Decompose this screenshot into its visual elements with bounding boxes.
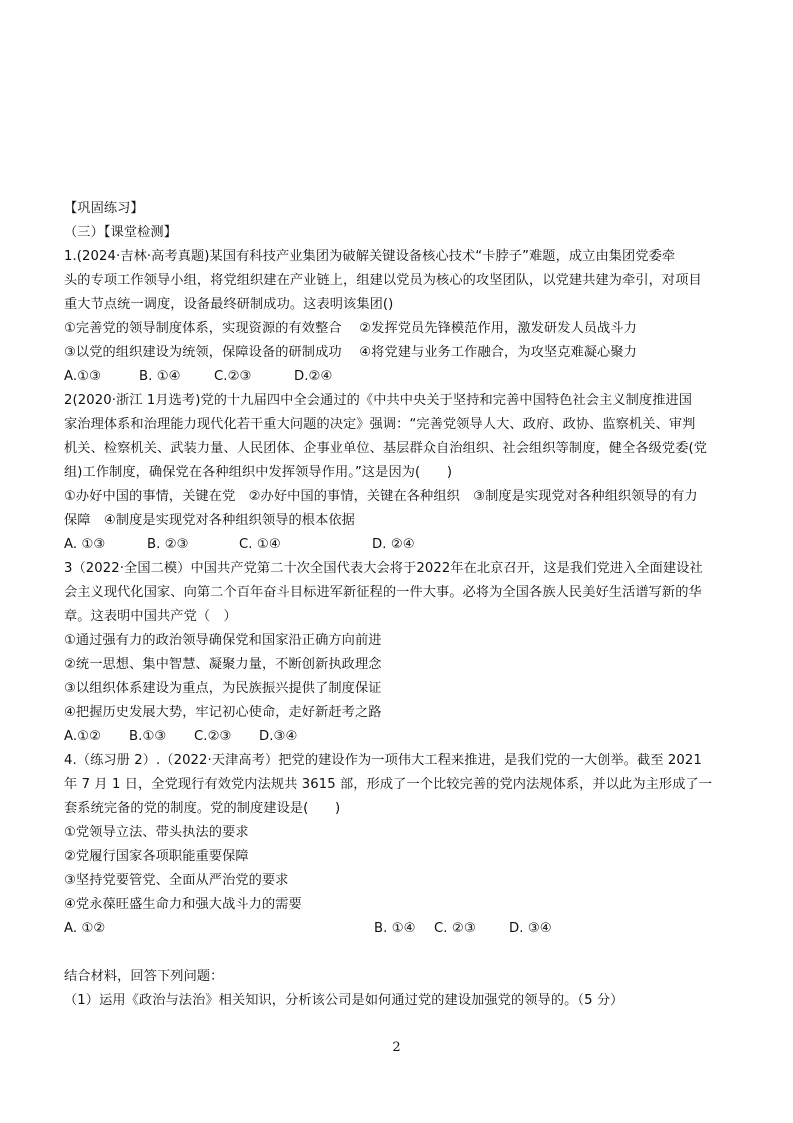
statement-line: ③以组织体系建设为重点，为民族振兴提供了制度保证	[64, 681, 382, 696]
statement-line: ④党永葆旺盛生命力和强大战斗力的需要	[64, 897, 302, 912]
subsection-heading: （三）【课堂检测】	[64, 225, 177, 240]
document-body	[64, 197, 734, 1013]
question-4	[64, 749, 734, 941]
answer-options	[64, 725, 734, 749]
material-section	[64, 965, 734, 1013]
statement-line: ③坚持党要管党、全面从严治党的要求	[64, 873, 289, 888]
option-a: A. ①②	[64, 921, 106, 936]
section-heading: 【巩固练习】	[64, 201, 144, 216]
option-c: C. ②③	[434, 921, 476, 936]
statement-line: 保障 ④制度是实现党对各种组织领导的根本依据	[64, 513, 355, 528]
spacer	[64, 941, 734, 965]
question-1	[64, 245, 734, 389]
option-a: A. ①③	[64, 537, 106, 552]
question-text-line: 重大节点统一调度，设备最终研制成功。这表明该集团()	[64, 297, 394, 312]
statement-line: ①通过强有力的政治领导确保党和国家沿正确方向前进	[64, 633, 382, 648]
option-b: B. ①④	[374, 921, 416, 936]
option-c: C. ①④	[239, 537, 281, 552]
option-c: C.②③	[194, 729, 232, 744]
statement-line: ④把握历史发展大势，牢记初心使命，走好新赶考之路	[64, 705, 382, 720]
material-question-1: （1）运用《政治与法治》相关知识，分析该公司是如何通过党的建设加强党的领导的。（5 分）	[64, 993, 624, 1008]
answer-options	[64, 533, 734, 557]
statement-line: ①办好中国的事情，关键在党 ②办好中国的事情，关键在各种组织 ③制度是实现党对各种组织领导的有力	[64, 489, 698, 504]
statement-line: ②党履行国家各项职能重要保障	[64, 849, 249, 864]
question-text-line: 4.（练习册 2）.（2022·天津高考）把党的建设作为一项伟大工程来推进，是我们党的一大创举。截至 2021	[64, 753, 702, 768]
option-a: A.①②	[64, 729, 102, 744]
option-d: D.③④	[259, 729, 298, 744]
question-text-line: 机关、检察机关、武装力量、人民团体、企事业单位、基层群众自治组织、社会组织等制度，健全各级党委(党	[64, 441, 708, 456]
question-3	[64, 557, 734, 749]
statement-line: ③以党的组织建设为统领，保障设备的研制成功 ④将党建与业务工作融合，为攻坚克难凝心聚力	[64, 345, 637, 360]
question-text-line: 组)工作制度，确保党在各种组织中发挥领导作用。”这是因为( )	[64, 465, 453, 480]
question-text-line: 3（2022·全国二模）中国共产党第二十次全国代表大会将于2022年在北京召开，这是我们党进入全面建设社	[64, 561, 703, 576]
option-d: D.②④	[294, 369, 333, 384]
option-a: A.①③	[64, 369, 102, 384]
question-text-line: 2(2020·浙江 1月选考)党的十九届四中全会通过的《中共中央关于坚持和完善中国特色社会主义制度推进国	[64, 393, 693, 408]
question-text-line: 年 7 月 1 日，全党现行有效党内法规共 3615 部，形成了一个比较完善的党内法规体系，并以此为主形成了一	[64, 777, 713, 792]
question-text-line: 章。这表明中国共产党（ ）	[64, 609, 237, 624]
option-b: B.①③	[129, 729, 167, 744]
answer-options	[64, 917, 734, 941]
option-b: B. ①④	[139, 369, 181, 384]
page-number: 2	[392, 1040, 401, 1055]
option-d: D. ②④	[372, 537, 415, 552]
question-text-line: 套系统完备的党的制度。党的制度建设是( )	[64, 801, 341, 816]
material-intro: 结合材料，回答下列问题：	[64, 969, 224, 984]
answer-options	[64, 365, 734, 389]
question-text-line: 家治理体系和治理能力现代化若干重大问题的决定》强调：“完善党领导人大、政府、政协、监察机关、审判	[64, 417, 696, 432]
statement-line: ①党领导立法、带头执法的要求	[64, 825, 249, 840]
question-text-line: 头的专项工作领导小组，将党组织建在产业链上，组建以党员为核心的攻坚团队，以党建共建为牵引，对项目	[64, 273, 702, 288]
statement-line: ②统一思想、集中智慧、凝聚力量，不断创新执政理念	[64, 657, 382, 672]
option-c: C.②③	[214, 369, 252, 384]
option-b: B. ②③	[147, 537, 189, 552]
question-2	[64, 389, 734, 557]
question-text-line: 会主义现代化国家、向第二个百年奋斗目标进军新征程的一件大事。必将为全国各族人民美好生活谱写新的华	[64, 585, 702, 600]
statement-line: ①完善党的领导制度体系，实现资源的有效整合 ②发挥党员先锋模范作用，激发研发人员战斗力	[64, 321, 637, 336]
question-text-line: 1.(2024·吉林·高考真题)某国有科技产业集团为破解关键设备核心技术“卡脖子”难题，成立由集团党委牵	[64, 249, 676, 264]
option-d: D. ③④	[509, 921, 552, 936]
